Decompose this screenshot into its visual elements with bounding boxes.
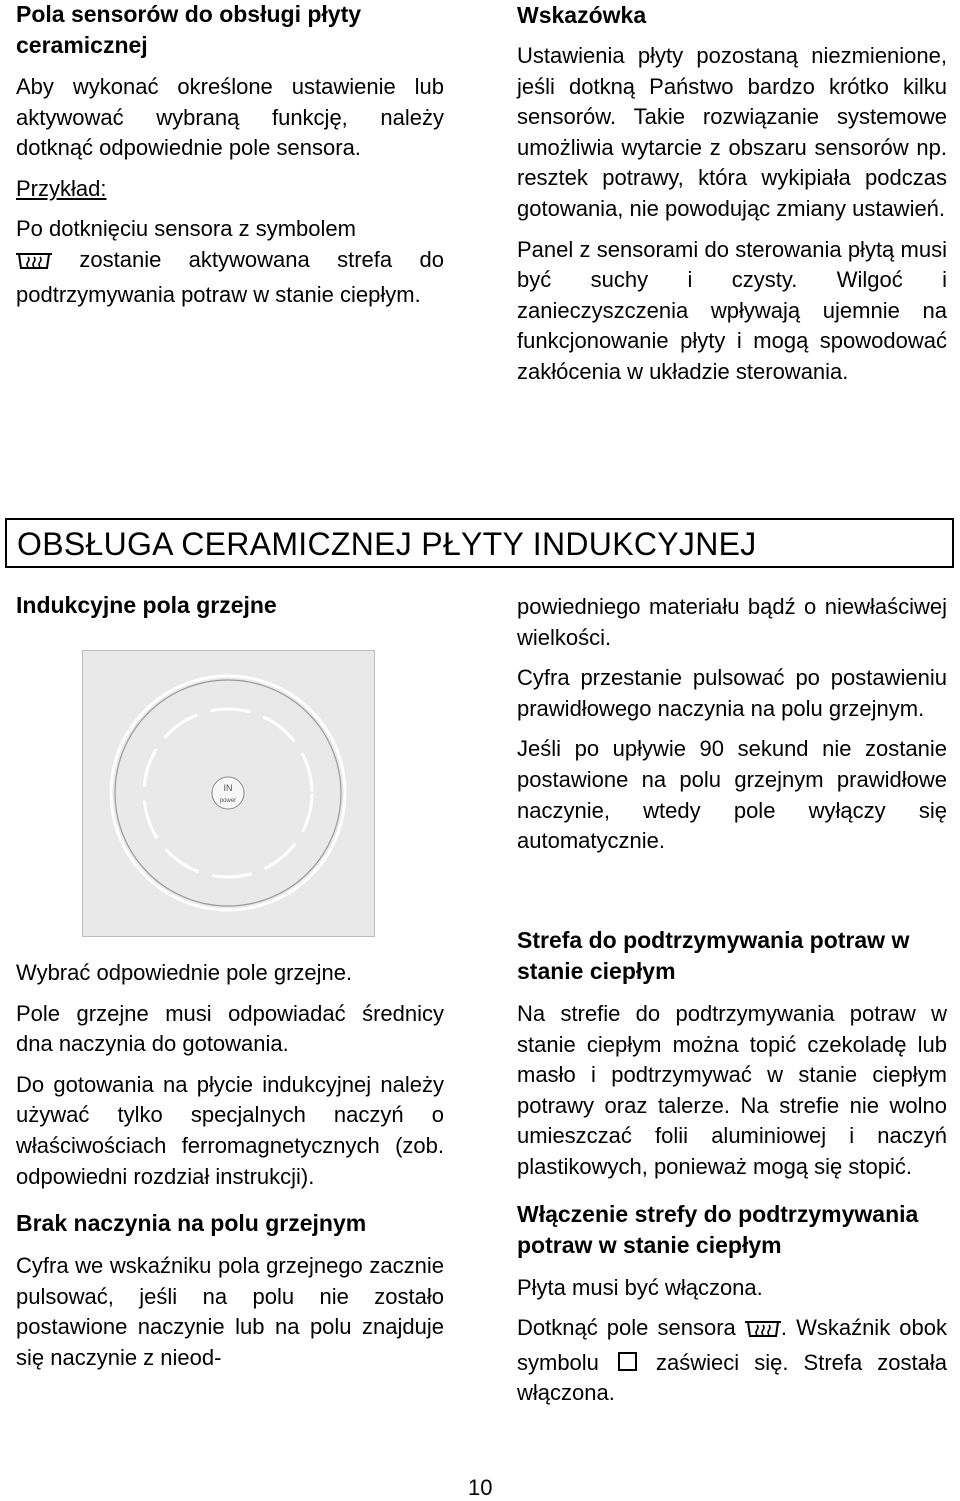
section-title: OBSŁUGA CERAMICZNEJ PŁYTY INDUKCYJNEJ (17, 526, 757, 562)
example-label: Przykład: (16, 175, 107, 201)
induction-hob-figure (82, 650, 375, 937)
warming-zone-paragraph: Na strefie do podtrzymywania potraw w stanie ciepłym można topić czekoladę lub masło i podtrzymywać w stanie ciepłym potrawy oraz talerze. Na strefie nie wolno umieszczać folii aluminiowej i naczyń plastikowych, ponieważ mogą się stopić. (517, 1001, 947, 1179)
bottom-right-column (517, 925, 947, 1409)
enable-warming-heading: Włączenie strefy do podtrzymywania potraw w stanie ciepłym (517, 1200, 919, 1258)
sensor-intro-paragraph: Aby wykonać określone ustawienie lub aktywować wybraną funkcję, należy dotknąć odpowiednie pole sensora. (16, 74, 444, 161)
warming-sensor-icon (745, 1317, 781, 1348)
mid-right-column (517, 592, 947, 857)
inpower-logo-top: IN (223, 783, 233, 793)
tip-paragraph-2: Panel z sensorami do sterowania płytą musi być suchy i czysty. Wilgoć i zanieczyszczenia wpływają ujemnie na funkcjonowanie płyty i mogą spowodować zakłócenia w układzie sterowania. (517, 236, 947, 384)
warming-zone-heading: Strefa do podtrzymywania potraw w stanie ciepłym (517, 927, 910, 984)
sensor-fields-heading: Pola sensorów do obsługi płyty ceramicznej (16, 1, 362, 58)
inpower-logo-bottom: power (219, 798, 237, 804)
induction-fields-section (16, 590, 444, 621)
tip-paragraph-1: Ustawienia płyty pozostaną niezmienione, jeśli dotkną Państwo bardzo krótko kilku sensorów. Takie rozwiązanie systemowe umożliwia wytarcie z obszaru sensorów np. resztek potrawy, która wykipiała podczas gotowania, nie powodując zmiany ustawień. (517, 43, 947, 221)
tip-heading: Wskazówka (517, 2, 647, 28)
material-paragraph: powiedniego materiału bądź o niewłaściwej wielkości. (517, 594, 947, 650)
select-field-paragraph: Wybrać odpowiednie pole grzejne. (16, 960, 353, 985)
cooking-zone-drawing (83, 651, 374, 936)
warming-zone-icon (16, 249, 52, 280)
example-paragraph: Po dotknięciu sensora z symbolem zostanie aktywowana strefa do podtrzymywania potraw w stanie ciepłym. (16, 216, 444, 307)
no-pot-paragraph: Cyfra we wskaźniku pola grzejnego zacznie pulsować, jeśli na polu nie zostało postawione naczynie lub na polu znajduje się naczynie z nieod- (16, 1253, 444, 1370)
cookware-paragraph: Do gotowania na płycie indukcyjnej należy używać tylko specjalnych naczyń o właściwościach ferromagnetycznych (zob. odpowiedni rozdział instrukcji). (16, 1071, 444, 1189)
auto-off-paragraph: Jeśli po upływie 90 sekund nie zostanie postawione na polu grzejnym prawidłowe naczynie, wtedy pole wyłączy się automatycznie. (517, 736, 947, 854)
diameter-paragraph: Pole grzejne musi odpowiadać średnicy dna naczynia do gotowania. (16, 1000, 444, 1057)
bottom-left-column (16, 958, 444, 1374)
touch-sensor-paragraph: Dotknąć pole sensora . Wskaźnik obok symbolu zaświeci się. Strefa została włączona. (517, 1315, 947, 1406)
induction-fields-heading: Indukcyjne pola grzejne (16, 592, 277, 618)
square-indicator-icon (618, 1352, 637, 1371)
hob-on-paragraph: Płyta musi być włączona. (517, 1274, 763, 1300)
top-left-column (16, 0, 444, 310)
no-pot-heading: Brak naczynia na polu grzejnym (16, 1210, 367, 1237)
stop-pulsing-paragraph: Cyfra przestanie pulsować po postawieniu prawidłowego naczynia na polu grzejnym. (517, 665, 947, 721)
top-right-column (517, 0, 947, 388)
section-banner (5, 518, 954, 568)
page-number: 10 (468, 1475, 493, 1500)
